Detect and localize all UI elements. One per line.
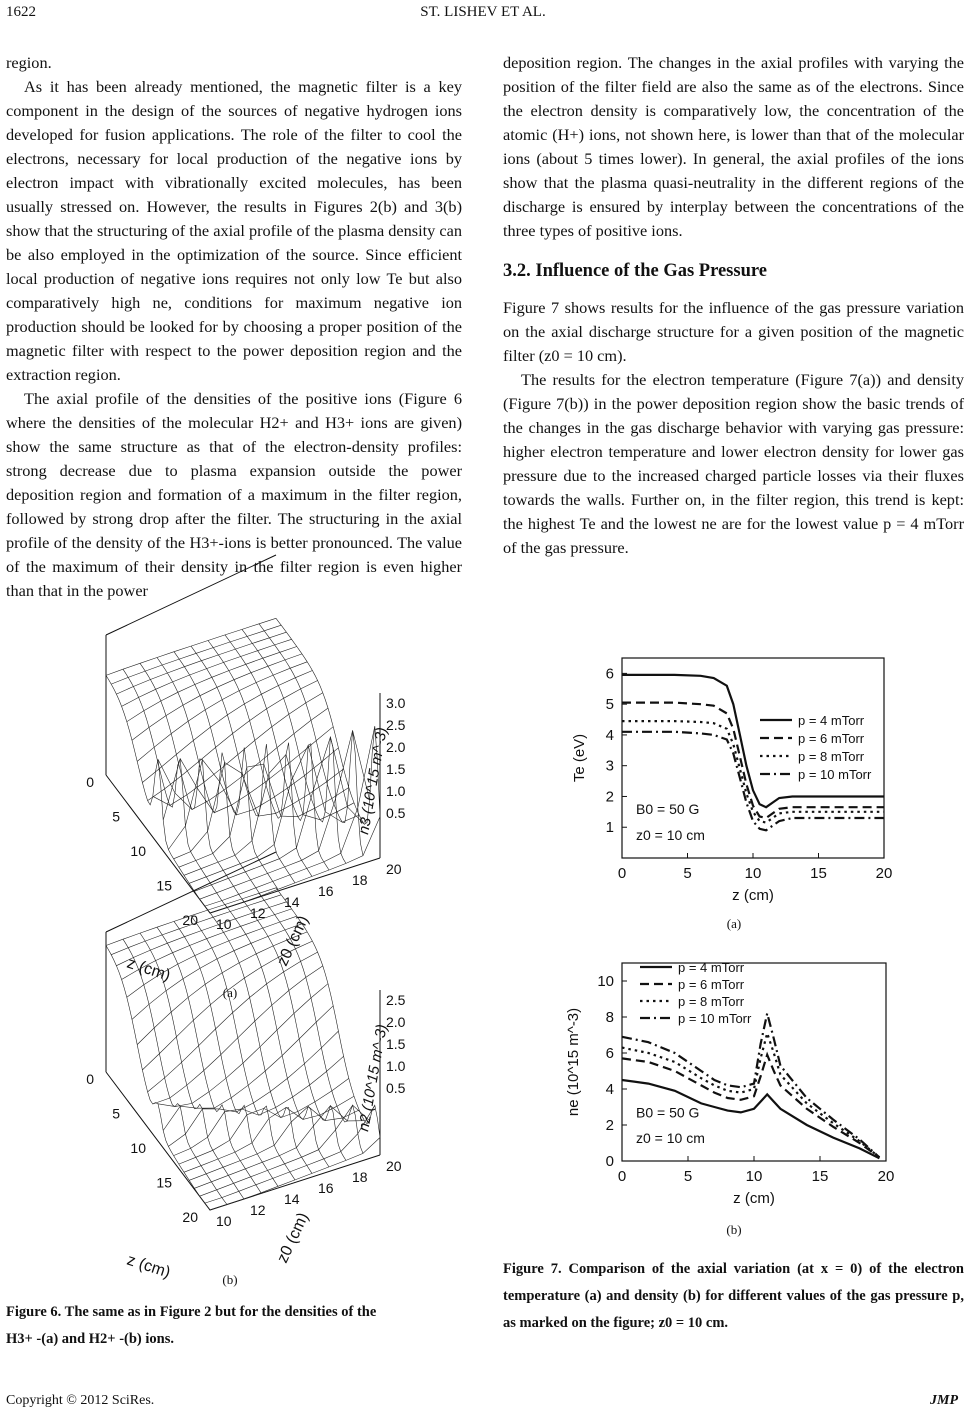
density-tick-label: 1.5 [386,761,406,777]
base-axes [106,775,380,913]
legend-entry: p = 10 mTorr [798,767,872,782]
y-tick-label: 8 [605,1009,614,1026]
mesh-line [106,618,276,675]
x-tick-label: 20 [877,1168,895,1185]
mesh-line [123,939,227,1204]
z0-tick-label: 18 [352,872,368,888]
density-tick-label: 2.0 [386,1014,406,1030]
z-tick-label: 5 [112,1105,120,1122]
mesh-line [157,658,261,896]
x-axis-label: z (cm) [733,1190,775,1207]
z0-axis-label: z0 (cm) [274,1210,313,1266]
y-tick-label: 10 [597,973,614,990]
mesh-line [111,625,281,684]
journal-name: JMP [930,1393,958,1408]
mesh-line [200,1105,370,1196]
z-tick-label: 0 [86,774,94,790]
mesh-line [140,663,244,902]
left-paragraph-3: The axial profile of the densities of the positive ions (Figure 6 where the densities of the molecular H2+ and H3+ ions are given) show the same structure as that of the electron-density profiles: strong decrease due to plasma expansion outside the power deposition region and formation of a maximum in the filter region, followed by strong drop after the filter. The structuring in the axial profile of the density of the H3+-ions is better pronounced. The value of the maximum of their density in the filter region is even higher than that in the power [6,389,462,600]
z-tick-label: 5 [112,808,120,825]
z-tick-label: 15 [156,1174,172,1191]
y-tick-label: 2 [605,788,614,806]
z-axis-label: z (cm) [124,1251,173,1282]
figure6-caption-line2: H3+ -(a) and H2+ -(b) ions. [6,1331,174,1347]
figure7a-label: (a) [726,916,742,931]
running-title: ST. LISHEV ET AL. [420,4,546,20]
z0-tick-label: 20 [386,1158,402,1174]
y-tick-label: 2 [605,1117,614,1134]
legend-entry: p = 6 mTorr [798,731,865,746]
mesh-line [191,646,295,883]
mesh-line [122,639,292,706]
figure6a-label: (a) [222,985,238,1000]
x-tick-label: 5 [683,865,692,882]
x-tick-label: 10 [745,1168,763,1185]
mesh-line [158,984,328,1107]
figure6b-label: (b) [222,1272,238,1287]
mesh-line [137,662,307,762]
figure7b-chart [560,955,900,1217]
mesh-line [168,1031,338,1146]
x-axis-label: z (cm) [732,887,774,904]
x-tick-label: 15 [811,1168,829,1185]
mesh-line [106,946,210,1211]
density-tick-label: 2.0 [386,739,406,755]
density-tick-label: 2.5 [386,992,406,1008]
z-tick-label: 0 [86,1071,94,1087]
figure7-caption: Figure 7. Comparison of the axial variation (at x = 0) of the electron temperature (a) and density (b) for different values of the gas pressure p, as marked on the figure; z0 = 10 cm. [503,1261,964,1331]
mesh-line [194,737,364,891]
x-tick-label: 5 [683,1168,693,1185]
left-paragraph-1: region. [6,53,52,72]
z0-tick-label: 16 [318,1180,334,1196]
left-column [6,51,462,603]
y-tick-label: 3 [605,757,614,775]
left-paragraph-2: As it has been already mentioned, the magnetic filter is a key component in the design of the sources of negative hydrogen ions developed for fusion applications. The role of the filter to cool the electrons, necessary for local production of the negative ions by electron impact with vibrationally excited molecules, has been usually stressed on. However, the results in Figures 2(b) and 3(b) show that the structuring of the axial profile of the plasma density can be also employed in the optimization of the source. Since efficient local production of negative ions requires not only low Te but also comparatively high ne, conditions for maximum negative ion production should be looked for by choosing a proper position of the magnetic filter with respect to the power deposition region and the extraction region. [6,77,462,384]
annotation-b0: B0 = 50 G [636,1104,700,1121]
x-tick-label: 20 [875,865,893,882]
y-tick-label: 0 [605,1153,614,1170]
z0-tick-label: 12 [250,1202,266,1218]
z0-tick-label: 10 [216,1213,232,1229]
right-column [503,51,964,560]
mesh-line [174,763,344,859]
right-paragraph-1: deposition region. The changes in the axial profiles with varying the position of the filter field are also the same as of the electrons. Since the electron density is comparatively low, the concentration of the atomic (H+) ions, not shown here, is lower than that of the molecular ions (about 5 times lower). In general, the axial profiles of the ions show that the plasma quasi-neutrality in the different regions of the discharge is ensured by interplay between the concentrations of the three types of positive ions. [503,53,964,240]
z0-axis-label: z0 (cm) [274,913,313,969]
x-tick-label: 15 [810,865,827,882]
page-number: 1622 [6,4,36,20]
figure6-caption [6,1299,462,1353]
y-tick-label: 4 [605,1081,614,1098]
figure6a-surface-plot [86,695,406,985]
y-tick-label: 6 [605,665,614,683]
mesh-line [259,624,363,856]
density-tick-label: 1.0 [386,783,406,799]
y-tick-label: 6 [605,1045,614,1062]
mesh-line [142,671,312,783]
z-tick-label: 10 [130,843,146,859]
annotation-b0: B0 = 50 G [636,801,700,817]
density-tick-label: 0.5 [386,1080,406,1096]
density-tick-label: 3.0 [386,695,406,711]
z0-tick-label: 16 [318,883,334,899]
mesh-line [179,764,349,867]
density-axis-label: n2 (10^15 m^-3) [355,1023,391,1133]
x-tick-label: 0 [617,1168,627,1185]
mesh-line [116,632,286,694]
z0-tick-label: 10 [216,916,232,932]
z0-tick-label: 14 [284,1191,300,1207]
annotation-z0: z0 = 10 cm [636,1130,705,1147]
legend-entry: p = 4 mTorr [678,960,745,975]
z0-tick-label: 18 [352,1169,368,1185]
legend-entry: p = 8 mTorr [678,994,745,1009]
z-tick-label: 20 [182,1209,198,1225]
y-tick-label: 1 [605,819,614,837]
legend-entry: p = 8 mTorr [798,749,865,764]
z0-tick-label: 14 [284,894,300,910]
copyright: Copyright © 2012 SciRes. [6,1393,155,1408]
base-axes [106,1072,380,1210]
annotation-z0: z0 = 10 cm [636,827,705,843]
density-tick-label: 0.5 [386,805,406,821]
mesh-line [174,1056,344,1155]
z0-tick-label: 12 [250,905,266,921]
legend-entry: p = 10 mTorr [678,1011,752,1026]
page-header [0,4,966,26]
right-paragraph-2: Figure 7 shows results for the influence of the gas pressure variation on the axial discharge structure for a given position of the magnetic filter (z0 = 10 cm). [503,298,964,365]
density-tick-label: 1.5 [386,1036,406,1052]
figure7b-label: (b) [726,1222,742,1237]
z-axis-label: z (cm) [124,954,173,985]
mesh-line [153,693,323,806]
x-tick-label: 10 [744,865,762,882]
density-tick-label: 2.5 [386,717,406,733]
right-paragraph-3: The results for the electron temperature (Figure 7(a)) and density (Figure 7(b)) in the power deposition region show the basic trends of the changes in the gas discharge behavior with varying gas pressure: higher electron temperature and lower electron density for lower gas pressure due to the increased charged particle losses via their fluxes towards the walls. Further on, in the filter region, this trend is kept: the highest Te and the lowest ne are for the lowest value p = 4 mTorr of the gas pressure. [503,370,964,557]
legend-entry: p = 6 mTorr [678,977,745,992]
z-tick-label: 20 [182,912,198,928]
z-tick-label: 15 [156,877,172,894]
x-tick-label: 0 [617,865,627,882]
section-title: 3.2. Influence of the Gas Pressure [503,261,767,281]
y-axis-label: Te (eV) [571,733,588,783]
z0-tick-label: 20 [386,861,402,877]
mesh-line [127,647,297,722]
figure6-caption-line1: Figure 6. The same as in Figure 2 but for the densities of the [6,1304,377,1320]
z-tick-label: 10 [130,1140,146,1156]
y-axis-label: ne (10^15 m^-3) [565,1007,582,1117]
y-tick-label: 5 [605,696,614,714]
figure7a-chart [566,648,902,910]
legend-entry: p = 4 mTorr [798,713,865,728]
density-tick-label: 1.0 [386,1058,406,1074]
density-axis-label: n3 (10^15 m^-3) [355,726,391,836]
y-tick-label: 4 [605,726,614,744]
mesh-line [123,669,227,907]
figure6b-surface-plot [86,992,406,1282]
